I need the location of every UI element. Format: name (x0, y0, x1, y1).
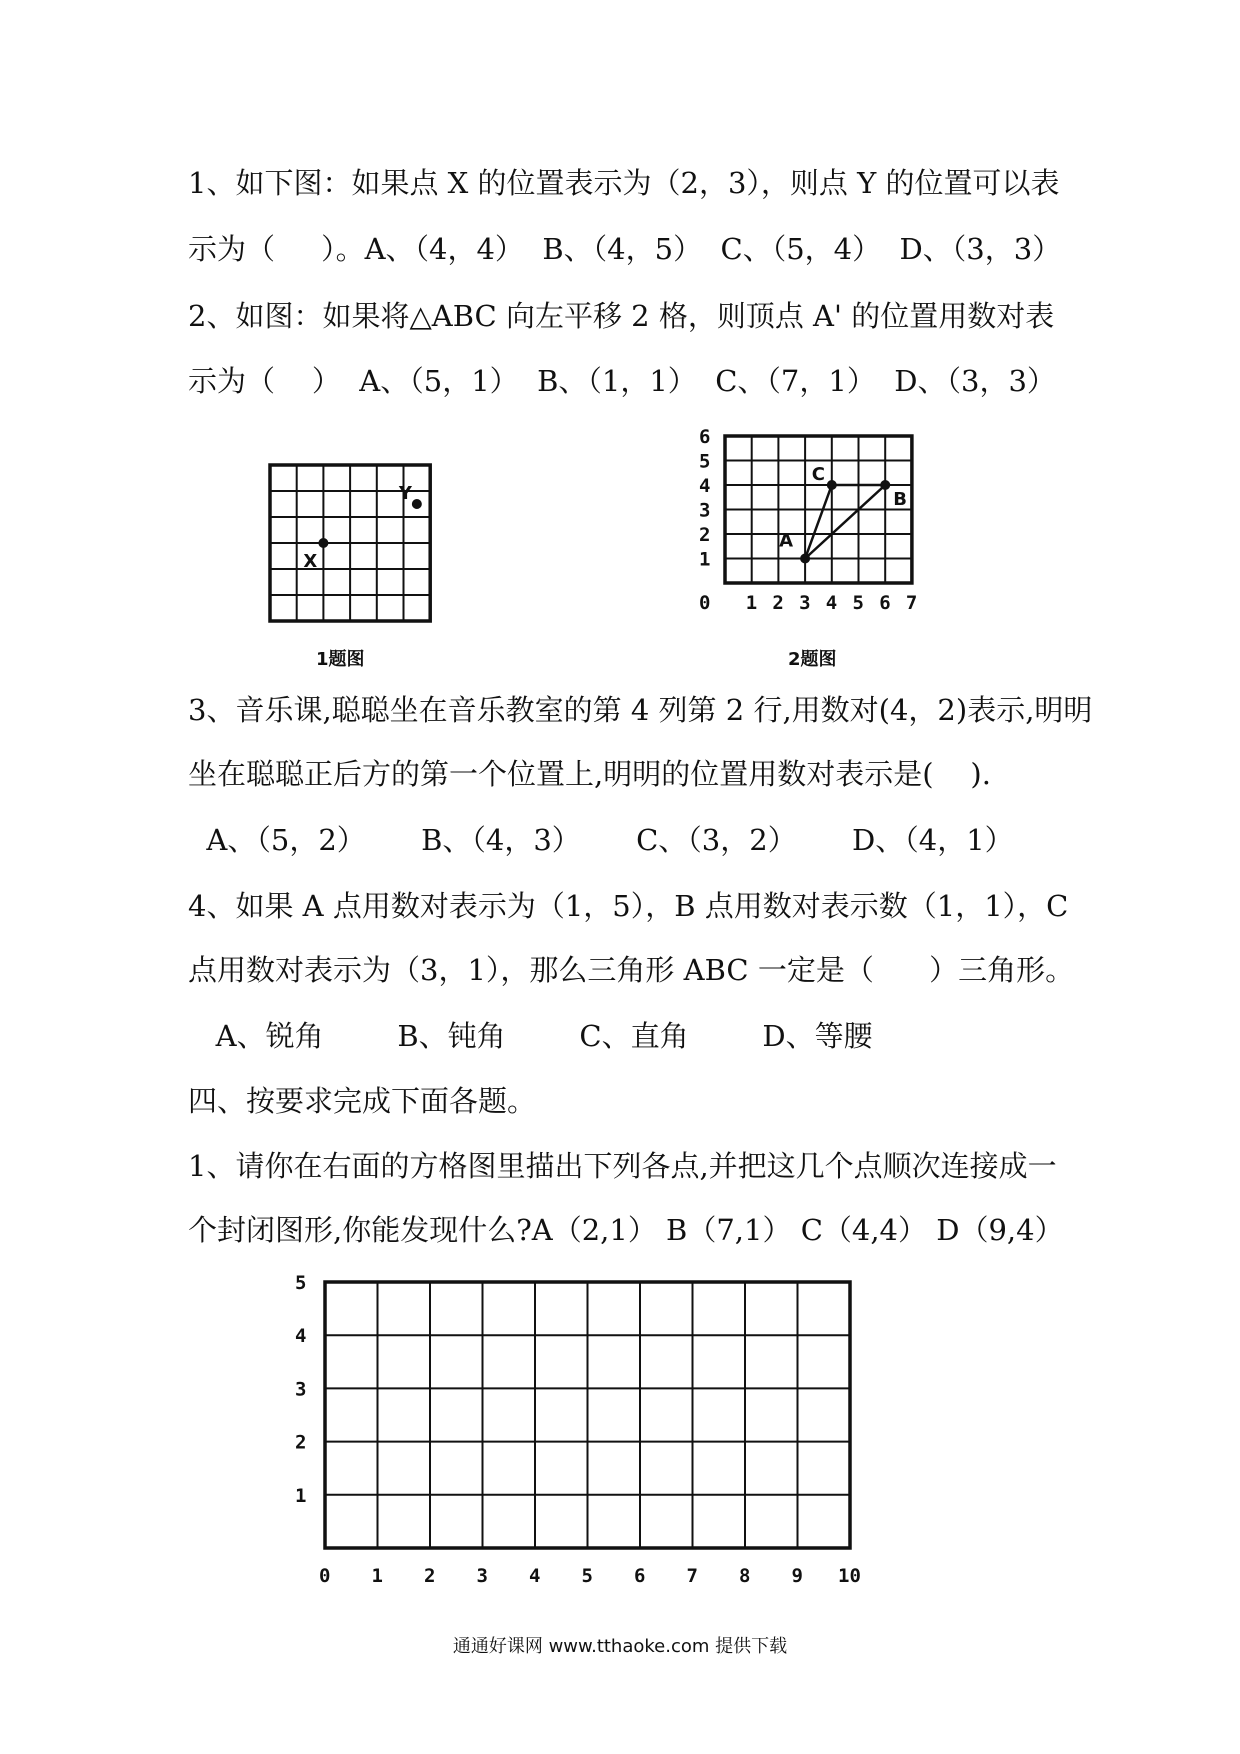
fig3-xtick: 7 (686, 1565, 698, 1587)
fig2-xtick: 0 (699, 592, 711, 614)
fig2-ytick: 5 (699, 450, 711, 473)
fig2-ytick: 2 (699, 524, 711, 546)
figure-2-grid (690, 425, 960, 625)
fig2-xtick: 5 (852, 592, 864, 614)
fig2-ytick: 6 (699, 426, 711, 448)
fig2-ytick: 1 (699, 548, 711, 571)
figure-2-caption: 2题图 (788, 649, 837, 670)
fig3-xtick: 2 (424, 1565, 436, 1587)
q3-line1: 3、音乐课,聪聪坐在音乐教室的第 4 列第 2 行,用数对(4，2)表示,明明 (188, 693, 1093, 727)
figure-1-grid (260, 455, 440, 635)
section-four-heading: 四、按要求完成下面各题。 (188, 1084, 537, 1118)
fig2-point-a (800, 554, 810, 564)
fig3-xtick: 5 (581, 1565, 593, 1587)
fig1-point-x (318, 538, 328, 548)
fig2-ytick: 3 (699, 499, 711, 522)
q2-line2: 示为（ ） A、（5，1） B、（1，1） C、（7，1） D、（3，3） (188, 364, 1056, 398)
q3-line2: 坐在聪聪正后方的第一个位置上,明明的位置用数对表示是( ). (188, 757, 991, 791)
fig3-xtick: 4 (529, 1565, 541, 1587)
fig2-xtick: 7 (905, 592, 918, 614)
fig2-label-b: B (893, 489, 907, 510)
fig3-xtick: 6 (634, 1565, 646, 1587)
fig2-xtick: 3 (799, 592, 811, 614)
fig3-ytick: 5 (295, 1272, 307, 1294)
q1-line2: 示为（ ）。A、（4，4） B、（4，5） C、（5，4） D、（3，3） (188, 232, 1062, 266)
fig1-point-y (412, 499, 422, 509)
fig3-ytick: 1 (295, 1484, 307, 1507)
q4-line2: 点用数对表示为（3，1），那么三角形 ABC 一定是（ ）三角形。 (188, 953, 1075, 987)
fig2-triangle (805, 485, 885, 559)
fig3-xtick: 3 (476, 1565, 488, 1587)
fig2-xtick: 4 (825, 592, 838, 614)
q2-line1: 2、如图：如果将△ABC 向左平移 2 格，则顶点 A' 的位置用数对表 (188, 299, 1055, 333)
figure-1-caption: 1题图 (316, 649, 365, 670)
fig3-ytick: 4 (295, 1325, 307, 1348)
fig2-ytick: 4 (699, 475, 711, 497)
s4-q1-line2: 个封闭图形,你能发现什么?A（2,1） B（7,1） C（4,4） D（9,4） (188, 1213, 1064, 1247)
fig2-gridlines (725, 436, 912, 583)
fig2-label-a: A (779, 530, 794, 552)
s4-q1-line1: 1、请你在右面的方格图里描出下列各点,并把这几个点顺次连接成一 (188, 1149, 1057, 1183)
fig2-xtick: 2 (772, 592, 784, 614)
fig2-label-c: C (811, 464, 826, 485)
fig3-ytick: 3 (295, 1378, 307, 1401)
fig3-ytick: 2 (295, 1431, 307, 1454)
fig3-xtick: 9 (791, 1565, 803, 1587)
q3-options: A、（5，2） B、（4，3） C、（3，2） D、（4，1） (188, 823, 1014, 857)
fig3-xtick: 0 (319, 1565, 331, 1587)
fig3-xtick: 8 (739, 1565, 751, 1587)
fig2-xtick: 6 (879, 592, 891, 614)
footer: 通通好课网 www.tthaoke.com 提供下载 (452, 1636, 788, 1657)
fig3-gridlines (325, 1282, 850, 1548)
figure-3-grid (280, 1268, 880, 1598)
fig2-xtick: 1 (745, 592, 758, 614)
q4-line1: 4、如果 A 点用数对表示为（1，5），B 点用数对表示数（1，1），C (188, 889, 1069, 923)
fig1-label-y: Y (398, 483, 412, 504)
fig3-xtick: 1 (371, 1565, 383, 1587)
fig2-point-c (827, 480, 837, 490)
q1-line1: 1、如下图：如果点 X 的位置表示为（2，3），则点 Y 的位置可以表 (188, 166, 1060, 200)
fig3-xtick: 10 (838, 1565, 861, 1587)
fig2-point-b (880, 480, 890, 490)
fig1-label-x: X (303, 551, 318, 572)
q4-options: A、锐角 B、钝角 C、直角 D、等腰 (188, 1019, 873, 1053)
